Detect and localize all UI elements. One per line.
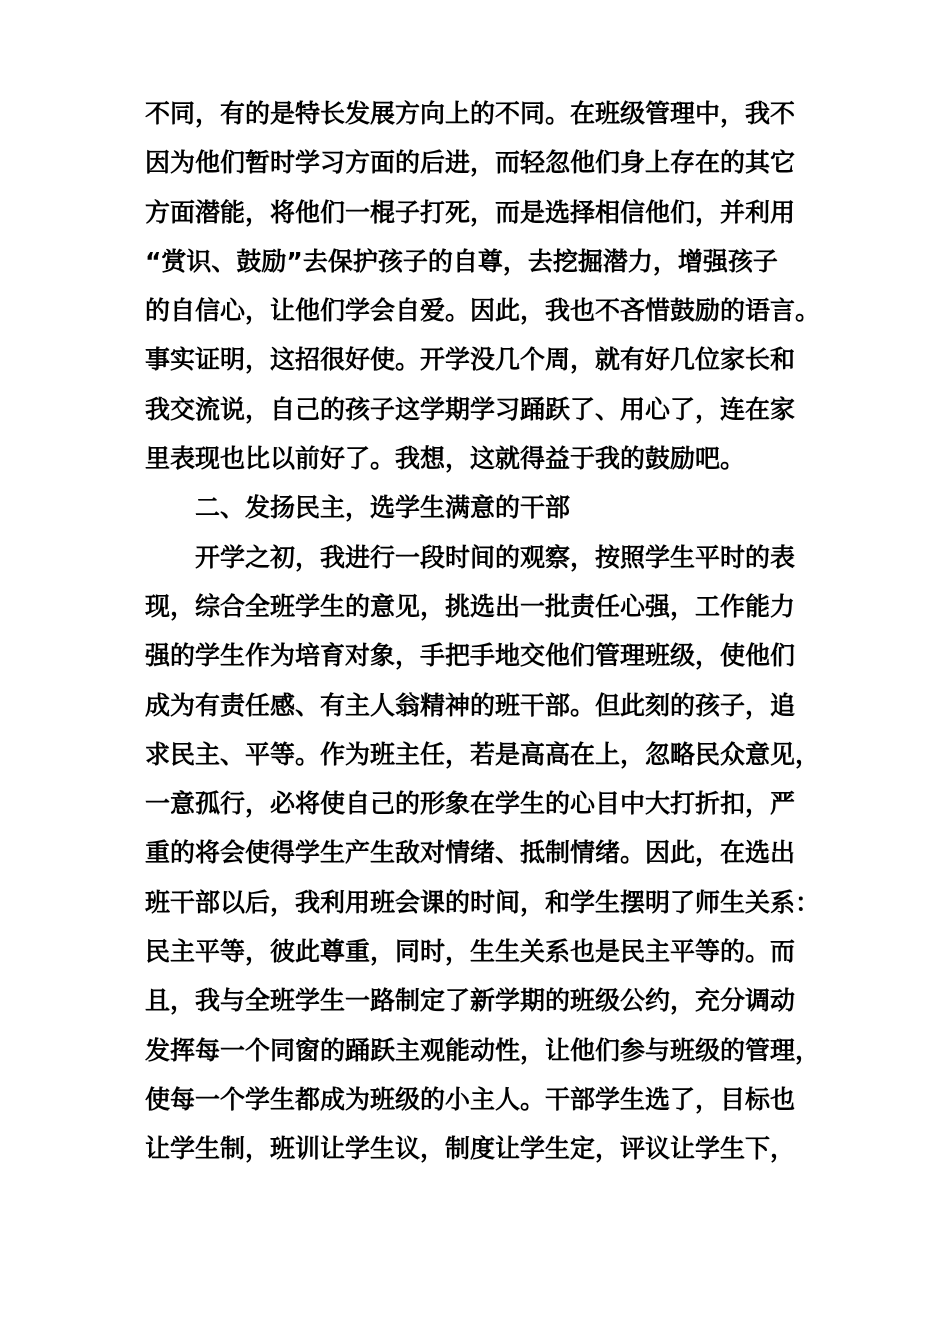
text-line: 方面潜能，将他们一棍子打死，而是选择相信他们，并利用 — [145, 197, 796, 227]
text-line: “赏识、鼓励”去保护孩子的自尊，去挖掘潜力，增强孩子 — [145, 246, 778, 276]
body-text — [145, 89, 835, 1174]
text-line: 我交流说，自己的孩子这学期学习踊跃了、用心了，连在家 — [145, 394, 796, 424]
text-line: 发挥每一个同窗的踊跃主观能动性，让他们参与班级的管理， — [145, 1035, 821, 1065]
text-line: 一意孤行，必将使自己的形象在学生的心目中大打折扣，严 — [145, 789, 796, 819]
text-line: 使每一个学生都成为班级的小主人。干部学生选了，目标也 — [145, 1084, 796, 1114]
text-line: 班干部以后，我利用班会课的时间，和学生摆明了师生关系： — [145, 887, 821, 917]
text-line: 现，综合全班学生的意见，挑选出一批责任心强，工作能力 — [145, 591, 796, 621]
text-line: 开学之初，我进行一段时间的观察，按照学生平时的表 — [195, 542, 796, 572]
text-line: 让学生制，班训让学生议，制度让学生定，评议让学生下， — [145, 1134, 796, 1164]
text-line: 的自信心，让他们学会自爱。因此，我也不吝惜鼓励的语言。 — [145, 296, 821, 326]
text-line: 且，我与全班学生一路制定了新学期的班级公约，充分调动 — [145, 986, 796, 1016]
text-line: 因为他们暂时学习方面的后进，而轻忽他们身上存在的其它 — [145, 148, 796, 178]
text-line: 求民主、平等。作为班主任，若是高高在上，忽略民众意见， — [145, 739, 821, 769]
text-line: 重的将会使得学生产生敌对情绪、抵制情绪。因此，在选出 — [145, 838, 796, 868]
text-line: 里表现也比以前好了。我想，这就得益于我的鼓励吧。 — [145, 444, 746, 474]
text-line: 强的学生作为培育对象，手把手地交他们管理班级，使他们 — [145, 641, 796, 671]
text-line: 事实证明，这招很好使。开学没几个周，就有好几位家长和 — [145, 345, 796, 375]
text-line: 成为有责任感、有主人翁精神的班干部。但此刻的孩子，追 — [145, 690, 796, 720]
text-line: 不同，有的是特长发展方向上的不同。在班级管理中，我不 — [145, 99, 796, 128]
section-heading: 二、发扬民主，选学生满意的干部 — [195, 493, 571, 523]
text-line: 民主平等，彼此尊重，同时，生生关系也是民主平等的。而 — [145, 937, 796, 967]
